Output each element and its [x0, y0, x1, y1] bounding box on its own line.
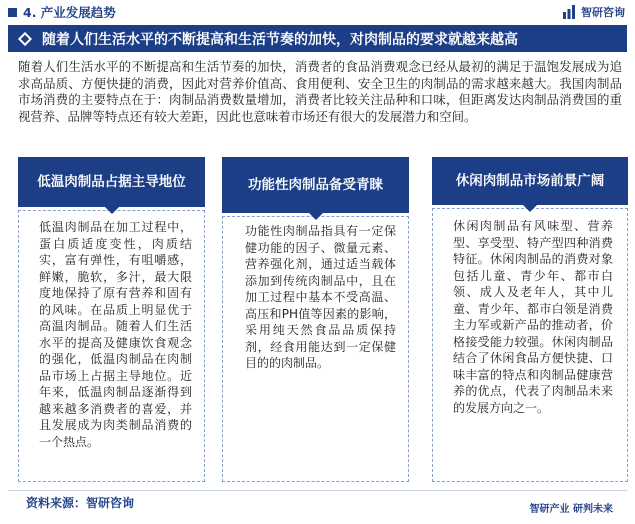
section-label-text: 4. 产业发展趋势 [23, 5, 116, 20]
card-low-temperature [18, 157, 205, 482]
card-body: 低温肉制品在加工过程中，蛋白质适度变性，肉质结实，富有弹性，有咀嚼感，鲜嫩，脆软，多汁，最大限度地保持了原有营养和固有的风味。在品质上明显优于高温肉制品。随着人们生活水平的提高及健康饮食观念的强化，低温肉制品在肉制品市场上占据主导地位。近年来，低温肉制品逐渐得到越来越多消费者的喜爱，并且发展成为肉类制品消费的一个热点。 [18, 210, 205, 482]
source-note: 资料来源：智研咨询 [26, 496, 135, 510]
brand [563, 4, 625, 20]
footer-divider [8, 490, 627, 491]
card-title: 休闲肉制品市场前景广阔 [432, 157, 628, 205]
card-leisure [432, 157, 628, 482]
card-title: 功能性肉制品备受青睐 [222, 157, 409, 213]
section-label [8, 3, 116, 21]
card-title: 低温肉制品占据主导地位 [18, 157, 205, 207]
brand-name: 智研咨询 [581, 6, 625, 19]
square-bullet-icon [8, 8, 17, 17]
card-functional [222, 157, 409, 482]
footer-logo-text: 智研产业 研判未来 [529, 504, 613, 515]
brand-logo-icon [563, 5, 577, 19]
card-body: 休闲肉制品有风味型、营养型、享受型、特产型四种消费特征。休闲肉制品的消费对象包括儿童、青少年、都市白领、成人及老年人，其中儿童、青少年、都市白领是消费主力军或新产品的推动者，价格接受能力较强。休闲肉制品结合了休闲食品方便快捷、口味丰富的特点和肉制品健康营养的优点，代表了肉制品未来的发展方向之一。 [432, 208, 628, 482]
top-bar [0, 0, 635, 24]
intro-paragraph: 随着人们生活水平的不断提高和生活节奏的加快，消费者的食品消费观念已经从最初的满足于温饱发展成为追求高品质、方便快捷的消费，因此对营养价值高、食用便利、安全卫生的肉制品的需求越来越大。我国肉制品市场消费的主要特点在于：肉制品消费数量增加，消费者比较关注品种和口味，但距离发达肉制品消费国的重视营养、品牌等特点还有较大差距，因此也意味着市场还有很大的发展潜力和空间。 [18, 59, 622, 124]
diamond-icon [18, 31, 32, 45]
card-body: 功能性肉制品指具有一定保健功能的因子、微量元素、营养强化剂，通过适当载体添加到传统肉制品中，且在加工过程中基本不受高温、高压和PH值等因素的影响，采用纯天然食品品质保持剂，经食用能达到一定保健目的的肉制品。 [222, 216, 409, 482]
banner-title: 随着人们生活水平的不断提高和生活节奏的加快，对肉制品的要求就越来越高 [42, 31, 518, 48]
title-banner [8, 25, 627, 52]
